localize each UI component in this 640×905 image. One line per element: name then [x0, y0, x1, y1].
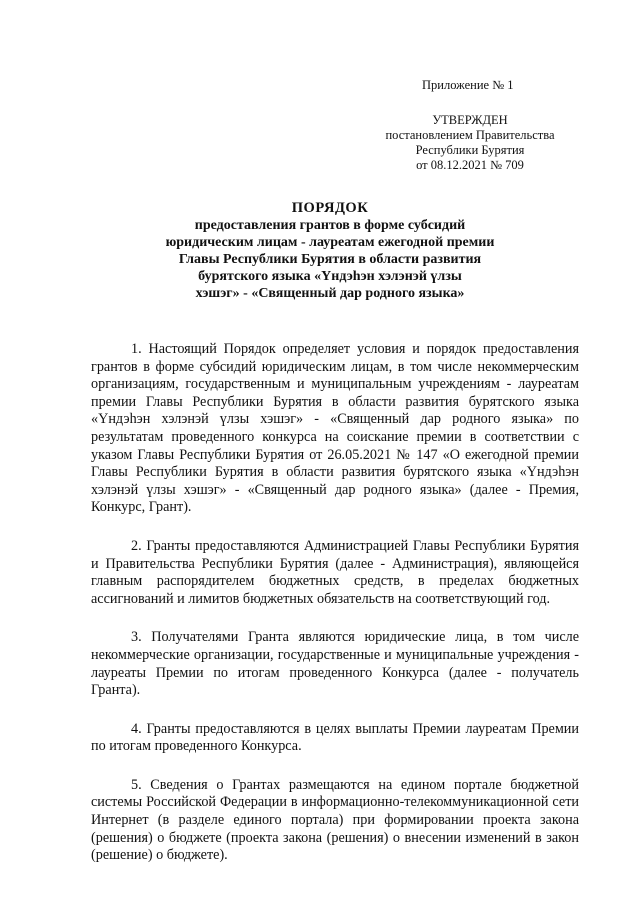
paragraph-4: 4. Гранты предоставляются в целях выплаты Премии лауреатам Премии по итогам проведенного Конкурса. [91, 720, 579, 755]
approval-line: от 08.12.2021 № 709 [416, 158, 524, 172]
approval-line: УТВЕРЖДЕН [432, 113, 508, 127]
approval-stamp [370, 113, 570, 173]
paragraph-1: 1. Настоящий Порядок определяет условия и порядок предоставления грантов в форме субсидий юридическим лицам, в том числе некоммерческим организациям, государственным и муниципальным учреждениям - лауреатам премии Главы Республики Бурятия в области развития бурятского языка «Үндэһэн хэлэнэй үлзы хэшэг» - «Священный дар родного языка» по результатам проведенного конкурса на соискание премии в соответствии с указом Главы Республики Бурятия от 26.05.2021 № 147 «О ежегодной премии Главы Республики Бурятия в области развития бурятского языка «Үндэһэн хэлэнэй үлзы хэшэг» - «Священный дар родного языка» (далее - Премия, Конкурс, Грант). [91, 341, 579, 516]
document-title [110, 200, 550, 302]
title-line: юридическим лицам - лауреатам ежегодной премии [165, 235, 495, 250]
approval-line: постановлением Правительства [385, 128, 555, 142]
title-line: бурятского языка «Үндэһэн хэлэнэй үлзы [198, 269, 462, 284]
document-body [91, 341, 579, 865]
paragraph-2: 2. Гранты предоставляются Администрацией Главы Республики Бурятия и Правительства Республики Бурятия (далее - Администрация), являющейся главным распорядителем бюджетных средств, в пределах бюджетных ассигнований и лимитов бюджетных обязательств на соответствующий год. [91, 537, 579, 607]
title-main: ПОРЯДОК [291, 200, 369, 216]
title-line: Главы Республики Бурятия в области развития [178, 252, 482, 267]
annex-number: Приложение № 1 [422, 78, 514, 92]
approval-header [370, 78, 570, 173]
paragraph-3: 3. Получателями Гранта являются юридические лица, в том числе некоммерческие организации, государственные и муниципальные учреждения - лауреаты Премии по итогам проведенного Конкурса (далее - получатель Гранта). [91, 629, 579, 699]
title-line: предоставления грантов в форме субсидий [194, 218, 466, 233]
approval-line: Республики Бурятия [415, 143, 525, 157]
title-line: хэшэг» - «Священный дар родного языка» [195, 286, 465, 301]
paragraph-5: 5. Сведения о Грантах размещаются на едином портале бюджетной системы Российской Федерации в информационно-телекоммуникационной сети Интернет (в разделе единого портала) при формировании проекта закона (решения) о бюджете (проекта закона (решения) о внесении изменений в закон (решение) о бюджете). [91, 776, 579, 864]
